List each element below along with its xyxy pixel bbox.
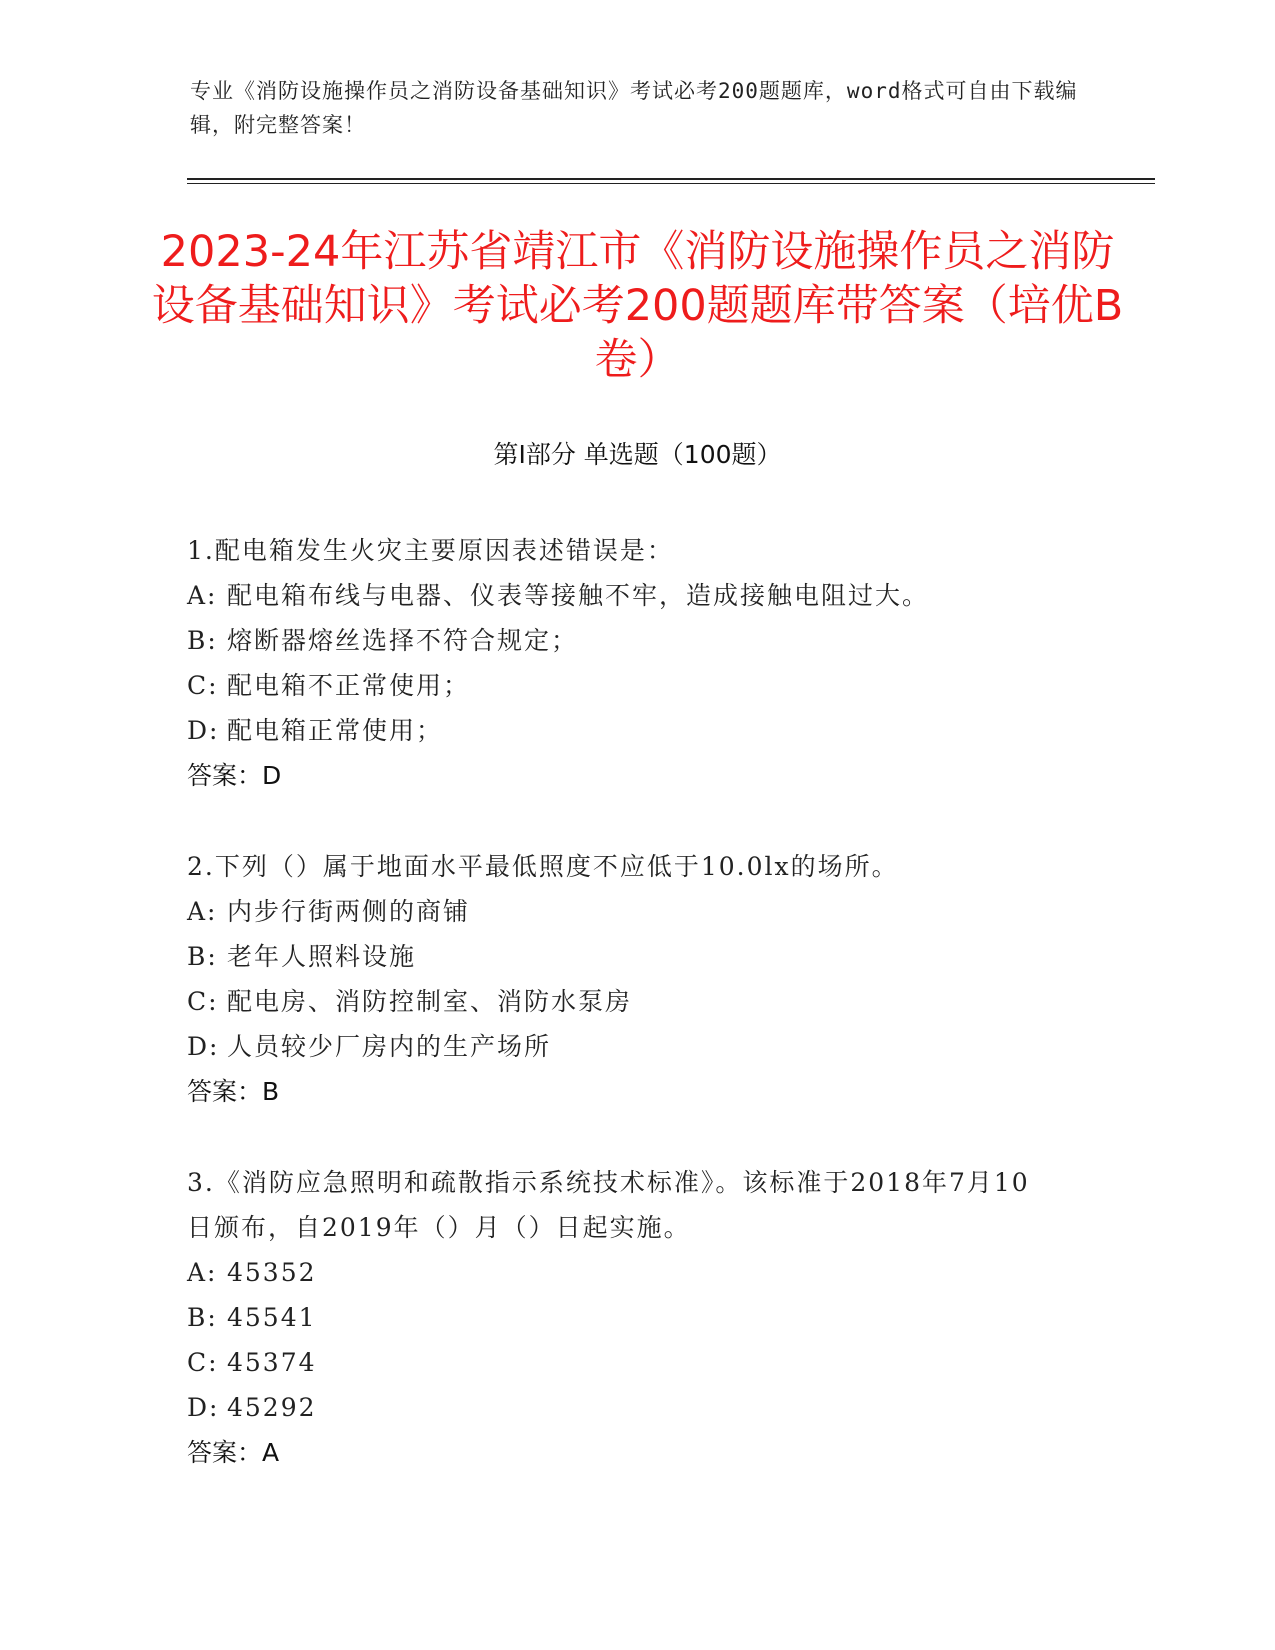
option-letter: B: xyxy=(187,942,218,971)
option-d xyxy=(187,1385,1087,1430)
option-letter: A: xyxy=(187,581,218,610)
option-letter: D: xyxy=(187,1393,220,1422)
option-letter: D: xyxy=(187,1032,220,1061)
option-letter: A: xyxy=(187,1258,218,1287)
option-d xyxy=(187,1024,1087,1069)
option-a xyxy=(187,1250,1087,1295)
option-a xyxy=(187,889,1087,934)
option-text: 配电箱布线与电器、仪表等接触不牢，造成接触电阻过大。 xyxy=(227,581,930,610)
option-letter: B: xyxy=(187,1303,218,1332)
option-b xyxy=(187,618,1087,663)
option-c xyxy=(187,1340,1087,1385)
question-2 xyxy=(187,844,1087,1114)
option-text: 内步行街两侧的商铺 xyxy=(227,897,471,926)
question-stem: 3.《消防应急照明和疏散指示系统技术标准》。该标准于2018年7月10日颁布，自2019年（）月（）日起实施。 xyxy=(187,1168,1030,1242)
option-b xyxy=(187,934,1087,979)
option-text: 45541 xyxy=(227,1303,317,1332)
question-list xyxy=(187,528,1087,1521)
option-letter: D: xyxy=(187,716,220,745)
question-stem: 2.下列（）属于地面水平最低照度不应低于10.0lx的场所。 xyxy=(187,852,899,881)
question-1 xyxy=(187,528,1087,798)
option-letter: A: xyxy=(187,897,218,926)
answer-line: 答案：B xyxy=(187,1077,280,1106)
answer-line: 答案：A xyxy=(187,1438,280,1467)
section-heading: 第I部分 单选题（100题） xyxy=(493,440,782,469)
option-c xyxy=(187,979,1087,1024)
option-d xyxy=(187,708,1087,753)
option-text: 配电箱正常使用； xyxy=(227,716,444,745)
answer-line: 答案：D xyxy=(187,761,282,790)
question-stem: 1.配电箱发生火灾主要原因表述错误是： xyxy=(187,536,674,565)
option-letter: C: xyxy=(187,987,219,1016)
option-letter: C: xyxy=(187,1348,219,1377)
document-title: 2023-24年江苏省靖江市《消防设施操作员之消防设备基础知识》考试必考200题题库带答案（培优B卷） xyxy=(151,227,1124,385)
option-text: 老年人照料设施 xyxy=(227,942,417,971)
option-text: 45352 xyxy=(227,1258,317,1287)
option-letter: B: xyxy=(187,626,218,655)
option-c xyxy=(187,663,1087,708)
header-note: 专业《消防设施操作员之消防设备基础知识》考试必考200题题库，word格式可自由下载编辑，附完整答案！ xyxy=(190,79,1078,137)
option-text: 45374 xyxy=(227,1348,317,1377)
header-divider-thick xyxy=(187,178,1155,180)
option-text: 45292 xyxy=(227,1393,317,1422)
header-divider-thin xyxy=(187,183,1155,184)
option-text: 人员较少厂房内的生产场所 xyxy=(227,1032,552,1061)
option-text: 配电箱不正常使用； xyxy=(227,671,471,700)
option-text: 配电房、消防控制室、消防水泵房 xyxy=(227,987,633,1016)
option-text: 熔断器熔丝选择不符合规定； xyxy=(227,626,579,655)
option-a xyxy=(187,573,1087,618)
option-letter: C: xyxy=(187,671,219,700)
option-b xyxy=(187,1295,1087,1340)
question-3 xyxy=(187,1160,1087,1475)
